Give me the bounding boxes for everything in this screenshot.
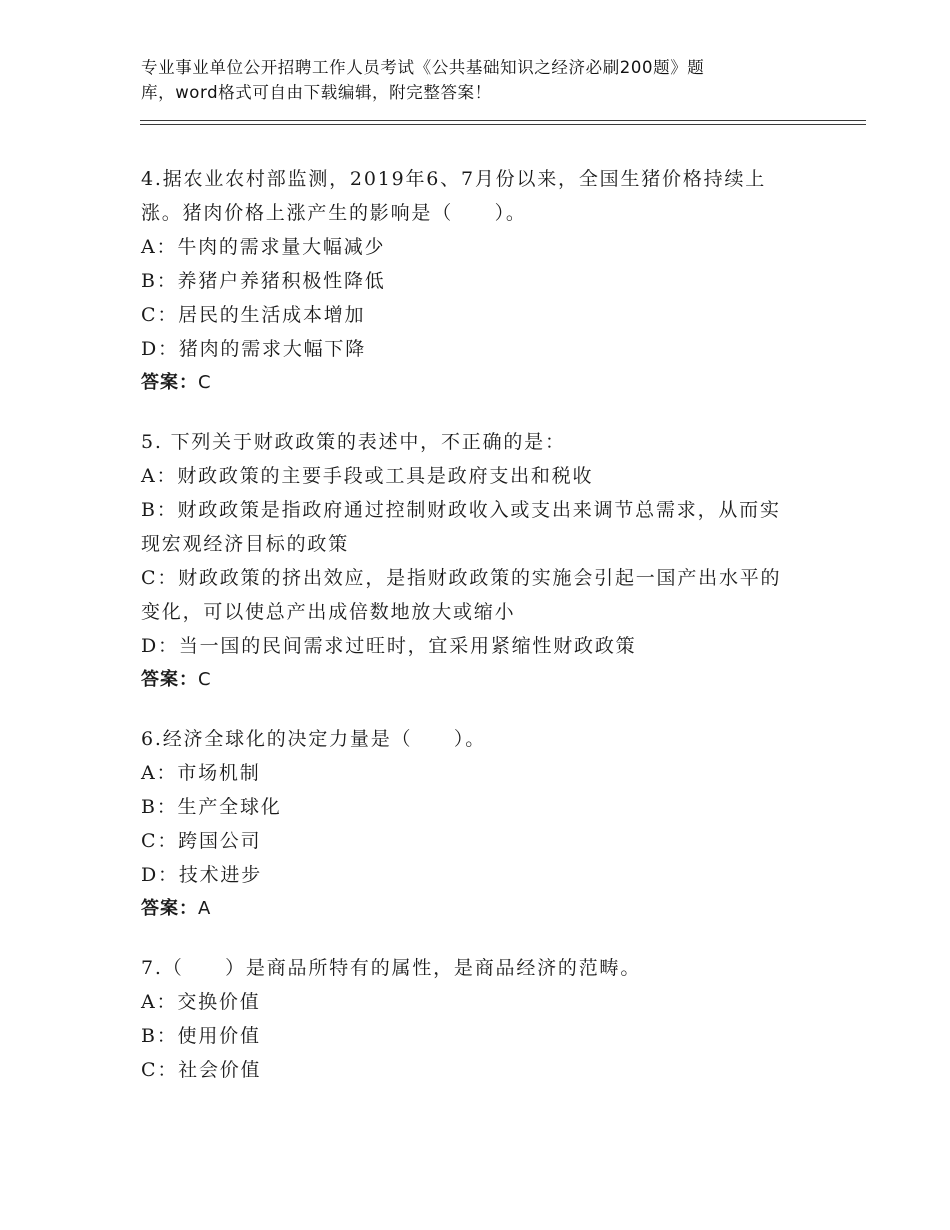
- option-c-continued: 变化，可以使总产出成倍数地放大或缩小: [141, 601, 516, 623]
- option-b: B：养猪户养猪积极性降低: [141, 270, 386, 292]
- header-line-2: 库，word格式可自由下载编辑，附完整答案！: [141, 83, 492, 102]
- question-7: [141, 951, 821, 1087]
- question-5: [141, 425, 821, 697]
- question-stem: 6.经济全球化的决定力量是（ ）。: [141, 728, 487, 750]
- option-d: D：猪肉的需求大幅下降: [141, 338, 367, 360]
- question-list: [141, 162, 821, 1112]
- document-header: [141, 55, 781, 105]
- header-divider-top: [140, 120, 866, 121]
- option-c: C：居民的生活成本增加: [141, 304, 366, 326]
- question-stem: 涨。猪肉价格上涨产生的影响是（ ）。: [141, 202, 527, 224]
- question-stem: 4.据农业农村部监测，2019年6、7月份以来，全国生猪价格持续上: [141, 168, 767, 190]
- answer-label: 答案：: [141, 669, 198, 690]
- header-line-1: 专业事业单位公开招聘工作人员考试《公共基础知识之经济必刷200题》题: [141, 58, 705, 77]
- header-divider-bottom: [140, 124, 866, 125]
- option-b: B：生产全球化: [141, 796, 282, 818]
- answer-line: [141, 366, 821, 400]
- option-d: D：当一国的民间需求过旺时，宜采用紧缩性财政政策: [141, 635, 637, 657]
- question-4: [141, 162, 821, 400]
- answer-label: 答案：: [141, 898, 198, 919]
- option-a: A：市场机制: [141, 762, 261, 784]
- option-c: C：社会价值: [141, 1059, 262, 1081]
- answer-value: C: [198, 372, 212, 393]
- answer-line: [141, 663, 821, 697]
- question-stem: 5. 下列关于财政政策的表述中，不正确的是：: [141, 431, 566, 453]
- question-6: [141, 722, 821, 926]
- option-c: C：财政政策的挤出效应，是指财政政策的实施会引起一国产出水平的: [141, 567, 782, 589]
- option-b: B：使用价值: [141, 1025, 261, 1047]
- option-b-continued: 现宏观经济目标的政策: [141, 533, 350, 555]
- option-d: D：技术进步: [141, 864, 263, 886]
- option-a: A：交换价值: [141, 991, 261, 1013]
- answer-label: 答案：: [141, 372, 198, 393]
- answer-value: A: [198, 898, 212, 919]
- option-c: C：跨国公司: [141, 830, 262, 852]
- option-a: A：财政政策的主要手段或工具是政府支出和税收: [141, 465, 594, 487]
- answer-value: C: [198, 669, 212, 690]
- question-stem: 7.（ ）是商品所特有的属性，是商品经济的范畴。: [141, 957, 642, 979]
- option-b: B：财政政策是指政府通过控制财政收入或支出来调节总需求，从而实: [141, 499, 781, 521]
- answer-line: [141, 892, 821, 926]
- option-a: A：牛肉的需求量大幅减少: [141, 236, 386, 258]
